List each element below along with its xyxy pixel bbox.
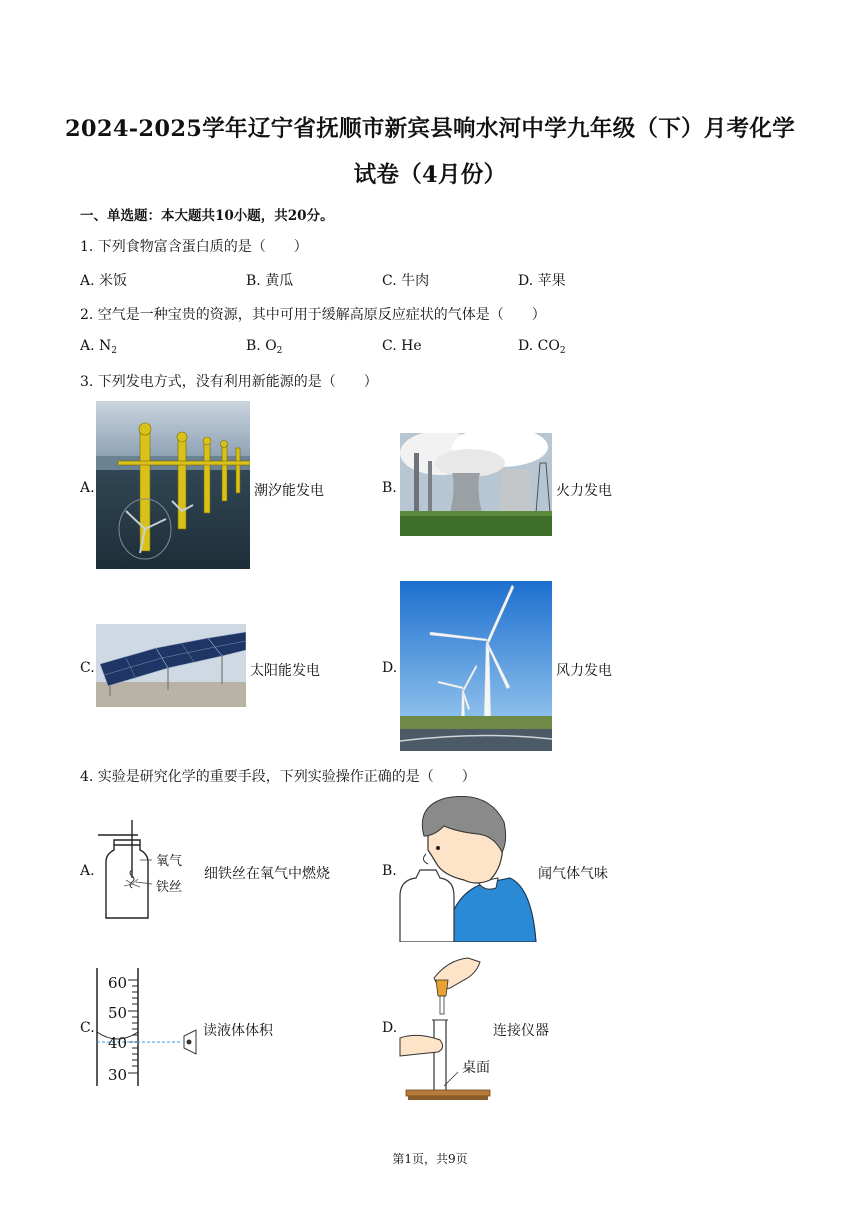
desk-label: 桌面 xyxy=(462,1060,490,1076)
q2-option-b: B. $O_2$ xyxy=(246,338,283,356)
q4-option-b-caption: 闻气体气味 xyxy=(538,866,608,882)
scale-label-60: 60 xyxy=(108,974,128,992)
q4-option-c-letter: C. xyxy=(80,1020,95,1036)
q4-option-a-caption: 细铁丝在氧气中燃烧 xyxy=(204,866,330,882)
connecting-apparatus-diagram xyxy=(398,956,494,1102)
q3-option-a-caption: 潮汐能发电 xyxy=(254,483,324,499)
q3-option-c-letter: C. xyxy=(80,660,95,676)
q4-option-d-caption: 连接仪器 xyxy=(493,1023,549,1039)
scale-label-40: 40 xyxy=(108,1034,128,1052)
q3-option-b-caption: 火力发电 xyxy=(556,483,612,499)
q3-option-d-caption: 风力发电 xyxy=(556,663,612,679)
solar-power-image xyxy=(96,624,246,707)
q3-option-a-letter: A. xyxy=(80,480,95,496)
q3-option-d-letter: D. xyxy=(382,660,398,676)
oxygen-label: 氧气 xyxy=(156,854,183,869)
page-footer: 第1页，共9页 xyxy=(392,1152,468,1166)
exam-title-line2: 试卷（4月份） xyxy=(353,162,507,188)
q4-option-c-caption: 读液体体积 xyxy=(203,1023,273,1039)
q4-option-d-letter: D. xyxy=(382,1020,398,1036)
scale-label-50: 50 xyxy=(108,1004,128,1022)
section-heading: 一、单选题：本大题共10小题，共20分。 xyxy=(80,208,334,224)
scale-label-30: 30 xyxy=(108,1066,128,1084)
q2-option-a: A. $N_2$ xyxy=(80,338,117,356)
q4-stem: 4. 实验是研究化学的重要手段，下列实验操作正确的是（ ） xyxy=(80,769,476,785)
smelling-gas-illustration xyxy=(398,796,538,942)
iron-wire-label: 铁丝 xyxy=(156,880,183,895)
q4-option-b-letter: B. xyxy=(382,863,397,879)
q2-stem: 2. 空气是一种宝贵的资源，其中可用于缓解高原反应症状的气体是（ ） xyxy=(80,307,546,323)
q1-option-a: A. 米饭 xyxy=(80,273,128,289)
q3-option-b-letter: B. xyxy=(382,480,397,496)
q2-option-d: D. $CO_2$ xyxy=(518,338,566,356)
q1-option-d: D. 苹果 xyxy=(518,273,566,289)
q3-stem: 3. 下列发电方式，没有利用新能源的是（ ） xyxy=(80,374,378,390)
wind-power-image xyxy=(400,581,552,751)
iron-burning-diagram xyxy=(96,818,200,922)
q1-option-c: C. 牛肉 xyxy=(382,273,430,289)
q1-option-b: B. 黄瓜 xyxy=(246,273,294,289)
q1-stem: 1. 下列食物富含蛋白质的是（ ） xyxy=(80,239,308,255)
tidal-power-image xyxy=(96,401,250,569)
q2-option-c: C. He xyxy=(382,338,422,354)
exam-title-line1: 2024-2025学年辽宁省抚顺市新宾县响水河中学九年级（下）月考化学 xyxy=(64,116,796,142)
q4-option-a-letter: A. xyxy=(80,863,95,879)
q3-option-c-caption: 太阳能发电 xyxy=(250,663,320,679)
thermal-power-image xyxy=(400,433,552,536)
